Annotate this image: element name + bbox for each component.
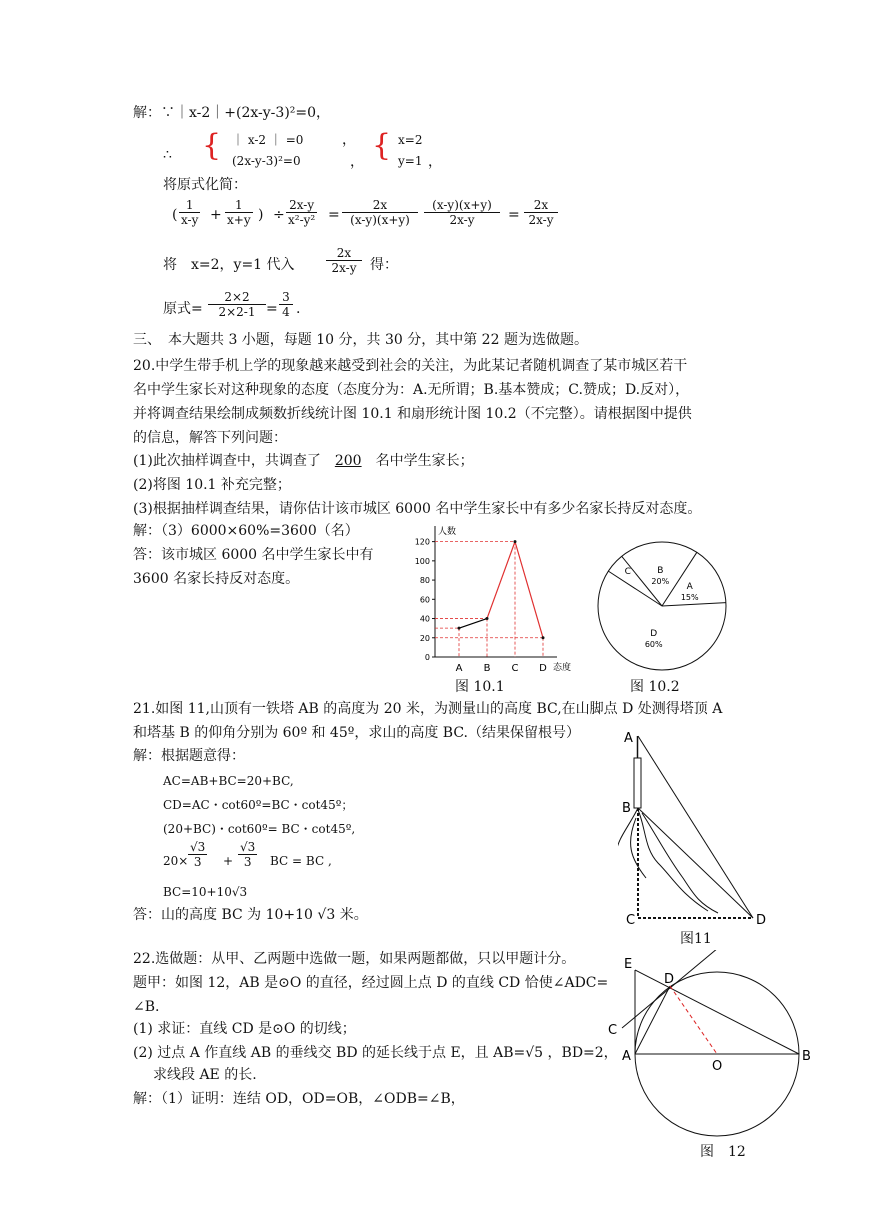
q22-part-1: (1) 求证：直线 CD 是⊙O 的切线； <box>133 1021 356 1037</box>
q20-part-1: (1)此次抽样调查中，共调查了 200 名中学生家长； <box>133 453 474 469</box>
label-A: A <box>624 731 633 746</box>
mountain-sketch <box>618 808 718 913</box>
label-C: C <box>626 913 636 928</box>
y-tick-label: 100 <box>414 556 430 566</box>
paren-right: ) <box>258 207 264 223</box>
q20-line-1: 20.中学生带手机上学的现象越来越受到社会的关注，为此某记者随机调查了某市城区若干 <box>133 358 688 374</box>
system-eq-1: ｜ x-2 ｜ =0 <box>232 133 304 147</box>
q20-answer-2: 3600 名家长持反对态度。 <box>133 571 300 587</box>
pie-divider-d <box>662 603 726 606</box>
data-point-d <box>542 636 545 639</box>
fraction-sqrt3-over-3: $\frac{√3}{3}$ <box>190 840 206 869</box>
comma: ， <box>428 154 442 170</box>
label-B: B <box>622 801 631 816</box>
label-D: D <box>756 913 767 928</box>
line-AD <box>638 736 753 918</box>
fraction-3: $\frac{2x-y}{\text{x²-y²}}$ <box>288 198 316 227</box>
solution-y: y=1 <box>398 154 423 168</box>
y-tick-label: 20 <box>419 633 430 643</box>
y-tick-label: 60 <box>419 595 430 605</box>
paren-left: ( <box>172 207 178 223</box>
fig-10-1-caption: 图 10.1 <box>455 679 505 695</box>
equals-sign: = <box>266 301 278 317</box>
label-O: O <box>712 1059 723 1074</box>
label-B: B <box>802 1049 811 1064</box>
equals-sign: = <box>328 207 340 223</box>
fraction-9: $\frac{3}{4}$ <box>279 290 293 319</box>
therefore-symbol: ∴ <box>163 147 172 163</box>
fraction-1: $\frac{1}{x-y}$ <box>181 198 199 227</box>
y-tick-label: 80 <box>419 576 430 586</box>
y-tick-label: 120 <box>414 537 430 547</box>
tangent-CD <box>622 950 718 1028</box>
pie-chart-fig-10-2 <box>594 538 734 678</box>
left-brace-1: { <box>202 128 222 163</box>
figure-12-circle-diagram <box>600 950 820 1140</box>
pie-label-a: A <box>686 582 693 592</box>
fraction-6: $\frac{2x}{2x-y}$ <box>524 198 558 227</box>
substitute-tail: 得： <box>370 257 398 273</box>
solution-line-1: 解：∵｜x-2｜+(2x-y-3)²=0， <box>133 105 331 121</box>
system-eq-2: (2x-y-3)²=0 <box>232 154 301 168</box>
pie-pct-a: 15% <box>680 593 699 602</box>
fig-11-caption: 图11 <box>680 931 712 947</box>
q22-part-2: (2) 过点 A 作直线 AB 的垂线交 BD 的延长线于点 E，且 AB=√5 ，BD=2， <box>133 1045 618 1061</box>
section-3-header: 三、 本大题共 3 小题，每题 10 分，共 30 分，其中第 22 题为选做题。 <box>133 332 588 348</box>
left-brace-2: { <box>372 128 392 163</box>
radius-OD <box>670 986 717 1054</box>
q21-step-3: (20+BC)・cot60º= BC・cot45º, <box>163 822 356 836</box>
substitute-text: 将 x=2，y=1 代入 <box>163 257 295 273</box>
series-segment-1 <box>487 542 515 619</box>
fig-10-2-caption: 图 10.2 <box>630 679 680 695</box>
data-point-b <box>486 617 489 620</box>
fraction-2: $\frac{1}{x+y}$ <box>227 198 251 227</box>
q21-step-4-b: BC = BC , <box>270 854 332 868</box>
pie-label-b: B <box>657 566 664 577</box>
y-tick-label: 0 <box>424 653 430 662</box>
series-segment-0 <box>459 619 487 629</box>
solution-x: x=2 <box>398 133 423 147</box>
q20-part-3: (3)根据抽样调查结果，请你估计该市城区 6000 名中学生家长中有多少名家长持反对态度。 <box>133 501 702 517</box>
pie-label-d: D <box>650 628 658 639</box>
q20-line-4: 的信息，解答下列问题： <box>133 430 287 446</box>
label-A: A <box>622 1049 631 1064</box>
fraction-7: $\frac{2x}{2x-y}$ <box>326 246 362 275</box>
q20-line-2: 名中学生家长对这种现象的态度（态度分为：A.无所谓；B.基本赞成；C.赞成；D.反对）， <box>133 382 690 398</box>
fraction-5: $\frac{(x-y)(x+y)}{2x-y}$ <box>424 198 500 227</box>
q21-step-1: AC=AB+BC=20+BC, <box>163 774 294 788</box>
y-tick-label: 40 <box>419 614 430 624</box>
q21-line-2: 和塔基 B 的仰角分别为 60º 和 45º，求山的高度 BC.（结果保留根号） <box>133 725 580 741</box>
q22-part-2-cont: 求线段 AE 的长. <box>153 1067 257 1083</box>
line-EB <box>635 970 799 1054</box>
y-axis-label: 人数 <box>438 527 457 537</box>
x-tick-label-b: B <box>483 663 491 674</box>
q21-step-2: CD=AC・cot60º=BC・cot45º； <box>163 798 354 812</box>
simplify-label: 将原式化简： <box>163 177 247 193</box>
period: . <box>296 301 301 317</box>
label-C: C <box>608 1023 618 1038</box>
data-point-c <box>514 540 517 543</box>
q21-step-4-a: 20× <box>163 854 189 868</box>
answer-blank: 200 <box>334 453 362 469</box>
comma: ， <box>350 154 364 170</box>
x-tick-label-a: A <box>455 663 463 674</box>
q22-line-1: 22.选做题：从甲、乙两题中选做一题，如果两题都做，只以甲题计分。 <box>133 951 576 967</box>
fraction-8: $\frac{2\times 2}{2\times 2-1}$ <box>208 290 266 319</box>
plus-sign: + <box>210 207 222 223</box>
pie-pct-b: 20% <box>651 577 670 587</box>
line-AD <box>635 986 670 1054</box>
fraction-4: $\frac{2x}{(x-y)(x+y)}$ <box>342 198 418 227</box>
data-point-a <box>458 627 461 630</box>
q21-solution: 解：根据题意得： <box>133 748 245 764</box>
original-label: 原式= <box>163 301 203 317</box>
tower-body <box>634 758 641 808</box>
x-tick-label-d: D <box>539 663 547 674</box>
label-E: E <box>624 957 633 972</box>
q20-line-3: 并将调查结果绘制成频数折线统计图 10.1 和扇形统计图 10.2（不完整）。请根据图中提供 <box>133 406 692 422</box>
q22-line-2: 题甲：如图 12，AB 是⊙O 的直径，经过圆上点 D 的直线 CD 恰使∠ADC= <box>133 975 609 991</box>
q22-line-3: ∠B. <box>133 999 160 1015</box>
plus-sign: + <box>223 854 234 868</box>
fraction-sqrt3-over-3: $\frac{√3}{3}$ <box>240 840 256 869</box>
divide-sign: ÷ <box>273 207 285 223</box>
comma: ， <box>342 132 356 148</box>
fig-12-caption: 图 12 <box>700 1144 746 1160</box>
line-chart-fig-10-1 <box>405 522 590 677</box>
pie-label-c: C <box>624 567 631 578</box>
figure-11-tower-diagram <box>618 728 768 928</box>
q21-answer: 答：山的高度 BC 为 10+10 √3 米。 <box>133 907 368 923</box>
q20-solution: 解：（3）6000×60%=3600（名） <box>133 523 359 539</box>
series-segment-2 <box>515 542 543 638</box>
q22-solution: 解：（1）证明：连结 OD，OD=OB，∠ODB=∠B， <box>133 1091 465 1107</box>
q21-line-1: 21.如图 11,山顶有一铁塔 AB 的高度为 20 米，为测量山的高度 BC,在山脚点 D 处测得塔顶 A <box>133 701 723 717</box>
label-D: D <box>664 972 675 987</box>
q20-part-2: (2)将图 10.1 补充完整； <box>133 477 291 493</box>
x-axis-label: 态度 <box>553 663 572 673</box>
equals-sign: = <box>508 207 520 223</box>
x-tick-label-c: C <box>511 663 519 674</box>
q20-answer-1: 答：该市城区 6000 名中学生家长中有 <box>133 547 374 563</box>
pie-pct-d: 60% <box>644 639 663 649</box>
q21-step-5: BC=10+10√3 <box>163 885 248 899</box>
